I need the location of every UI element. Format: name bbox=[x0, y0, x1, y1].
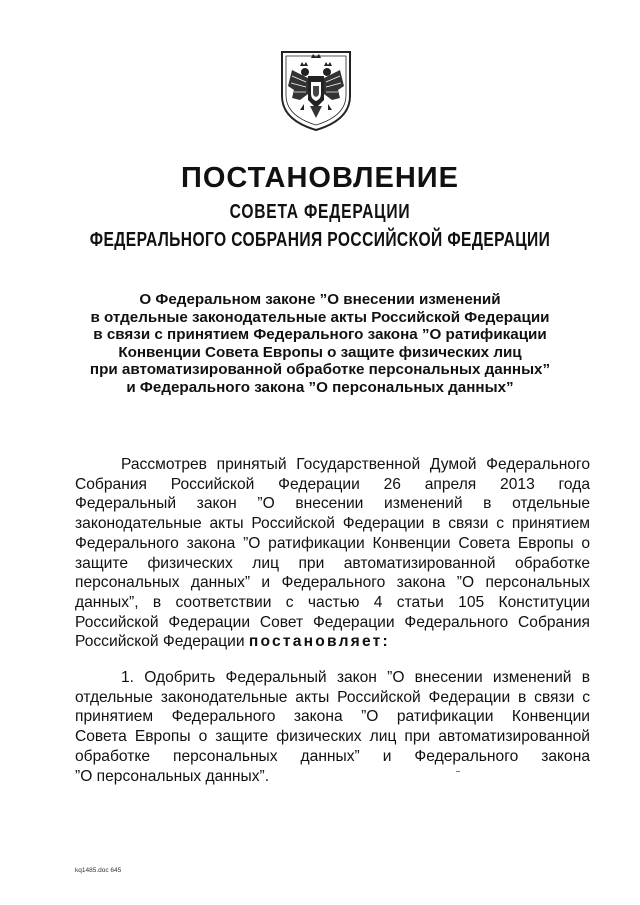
paragraph-line: 1. Одобрить Федеральный закон ”О внесении изменений в bbox=[121, 669, 590, 686]
paragraph-line: ”О персональных данных”. bbox=[75, 767, 270, 785]
paragraph-line: обработке персональных данных” и Федерального закона bbox=[75, 747, 590, 765]
preamble-paragraph bbox=[75, 455, 590, 652]
russian-coat-of-arms-emblem bbox=[278, 48, 354, 132]
paragraph-line bbox=[75, 632, 590, 652]
paragraph-line: отдельные законодательные акты Российской Федерации в связи с bbox=[75, 688, 590, 706]
heading-line: в связи с принятием Федерального закона ”О ратификации bbox=[93, 326, 547, 343]
heading-line: Конвенции Совета Европы о защите физических лиц bbox=[118, 343, 522, 361]
paragraph-line: Совета Европы о защите физических лиц при автоматизированной bbox=[75, 728, 590, 746]
paragraph-line-text: Российской Федерации bbox=[75, 633, 245, 651]
heading-line: при автоматизированной обработке персональных данных” bbox=[89, 361, 551, 378]
paragraph-line: персональных данных” и Федерального закона ”О персональных bbox=[75, 574, 590, 592]
paragraph-line: принятием Федерального закона ”О ратификации Конвенции bbox=[75, 708, 590, 726]
document-title: ПОСТАНОВЛЕНИЕ bbox=[181, 162, 459, 194]
paragraph-line: законодательные акты Российской Федерации в связи с принятием bbox=[75, 515, 590, 533]
heading-line: в отдельные законодательные акты Российской Федерации bbox=[90, 308, 550, 326]
document-subtitle-line1: СОВЕТА ФЕДЕРАЦИИ bbox=[229, 201, 411, 223]
resolution-heading bbox=[60, 291, 580, 396]
document-subtitle-line2: ФЕДЕРАЛЬНОГО СОБРАНИЯ РОССИЙСКОЙ ФЕДЕРАЦИИ bbox=[89, 229, 551, 251]
paragraph-line: Федеральный закон ”О внесении изменений в отдельные bbox=[75, 495, 590, 513]
paragraph-line: Рассмотрев принятый Государственной Думой Федерального bbox=[121, 456, 590, 473]
paragraph-line: Российской Федерации Совет Федерации Федерального Собрания bbox=[75, 613, 590, 631]
document-reference: kq1485.doc 645 bbox=[75, 867, 122, 874]
paragraph-line: защите физических лиц при автоматизированной обработке bbox=[75, 554, 590, 572]
heading-line: О Федеральном законе ”О внесении изменений bbox=[139, 291, 501, 308]
paragraph-line: данных”, в соответствии с частью 4 статьи 105 Конституции bbox=[75, 593, 590, 611]
heading-line: и Федерального закона ”О персональных данных” bbox=[126, 378, 514, 396]
scan-speck bbox=[456, 771, 460, 772]
paragraph-line: Собрания Российской Федерации 26 апреля 2013 года bbox=[75, 475, 590, 493]
paragraph-line: Федерального закона ”О ратификации Конвенции Совета Европы о bbox=[75, 534, 590, 552]
resolves-keyword: постановляет: bbox=[248, 633, 390, 651]
clause-1-paragraph bbox=[75, 668, 590, 786]
